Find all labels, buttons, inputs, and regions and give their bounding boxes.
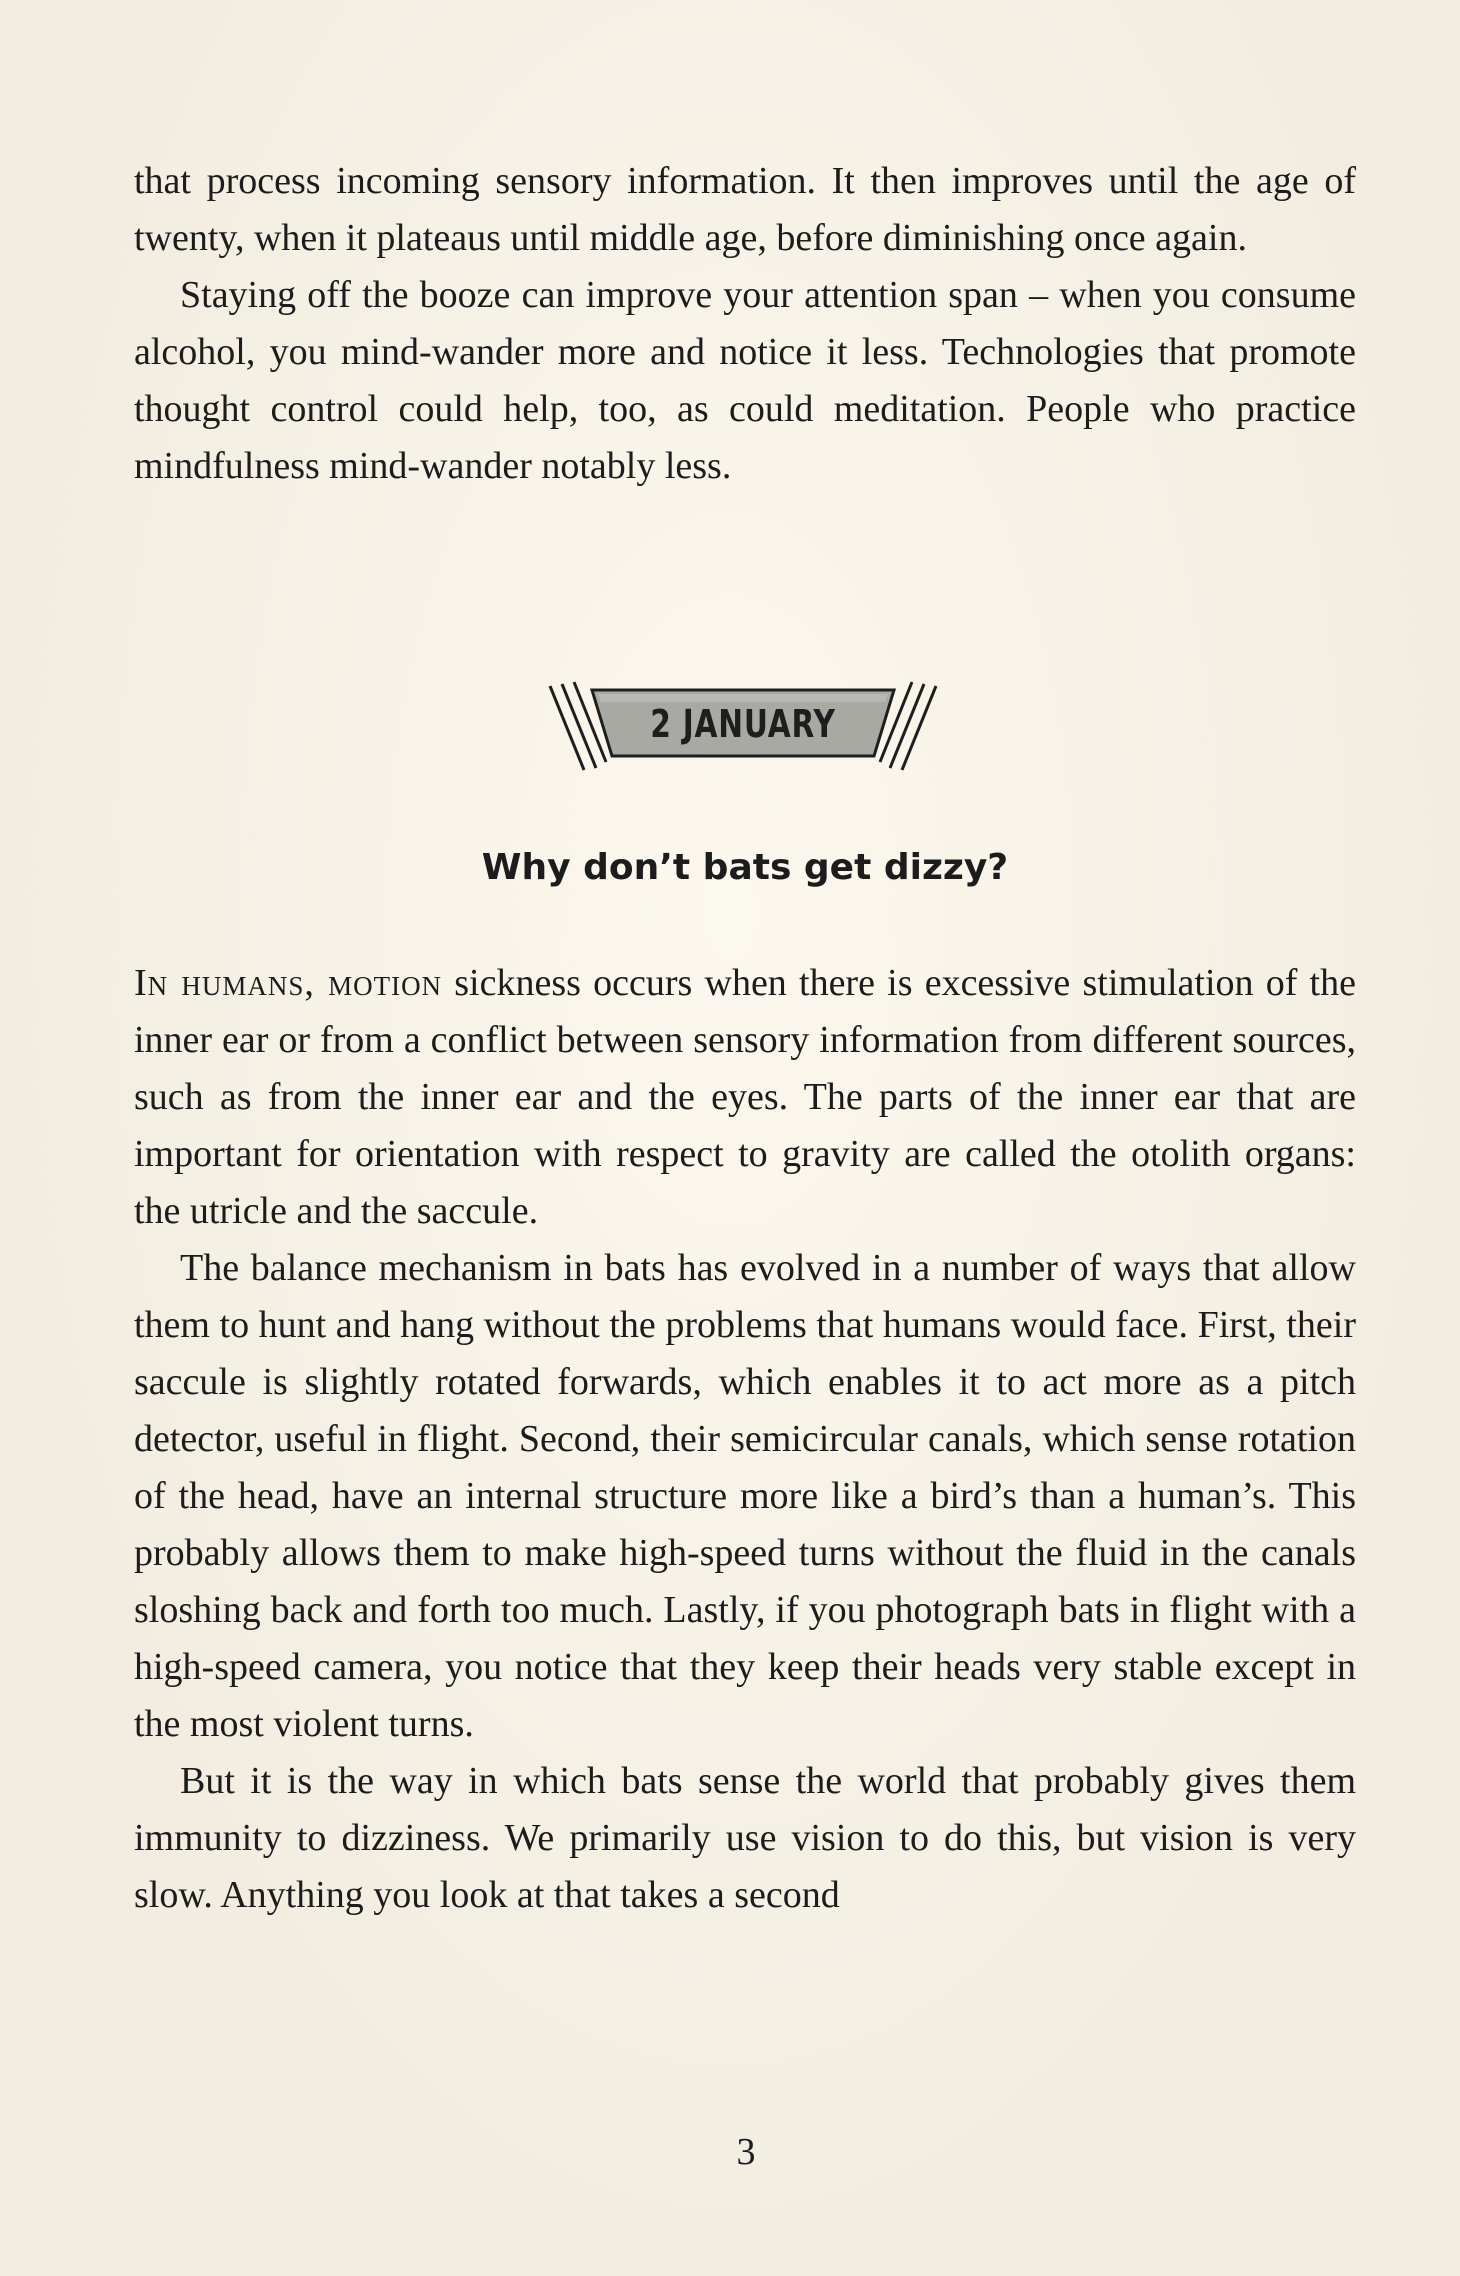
continued-text xyxy=(134,153,1356,495)
entry-body xyxy=(134,955,1356,1924)
paragraph: The balance mechanism in bats has evolved in a number of ways that allow them to hunt and hang without the problems that humans would face. First, their saccule is slightly rotated forwards, which enables it to act more as a pitch detector, useful in flight. Second, their semicircular canals, which sense rotation of the head, have an internal structure more like a bird’s than a human’s. This probably allows them to make high-speed turns without the fluid in the canals sloshing back and forth too much. Lastly, if you photograph bats in flight with a high-speed camera, you notice that they keep their heads very stable except in the most violent turns. xyxy=(134,1247,1356,1745)
page-number: 3 xyxy=(736,2131,756,2173)
date-label: 2 JANUARY xyxy=(650,702,836,746)
date-banner xyxy=(548,676,938,776)
paragraph: Staying off the booze can improve your attention span – when you consume alcohol, you mind-wander more and notice it less. Technologies that promote thought control could help, too, as could meditation. People who practice mindfulness mind-wander notably less. xyxy=(134,274,1356,487)
paragraph: that process incoming sensory information. It then improves until the age of twenty, when it plateaus until middle age, before diminishing once again. xyxy=(134,160,1356,259)
lead-in: In humans, motion xyxy=(134,962,443,1004)
paragraph: But it is the way in which bats sense the world that probably gives them immunity to dizziness. We primarily use vision to do this, but vision is very slow. Anything you look at that takes a second xyxy=(134,1760,1356,1916)
entry-title: Why don’t bats get dizzy? xyxy=(481,847,1009,888)
paragraph xyxy=(134,955,1356,1240)
paragraph-text: sickness occurs when there is excessive stimulation of the inner ear or from a conflict between sensory information from different sources, such as from the inner ear and the eyes. The parts of the inner ear that are important for orientation with respect to gravity are called the otolith organs: the utricle and the saccule. xyxy=(134,962,1356,1232)
